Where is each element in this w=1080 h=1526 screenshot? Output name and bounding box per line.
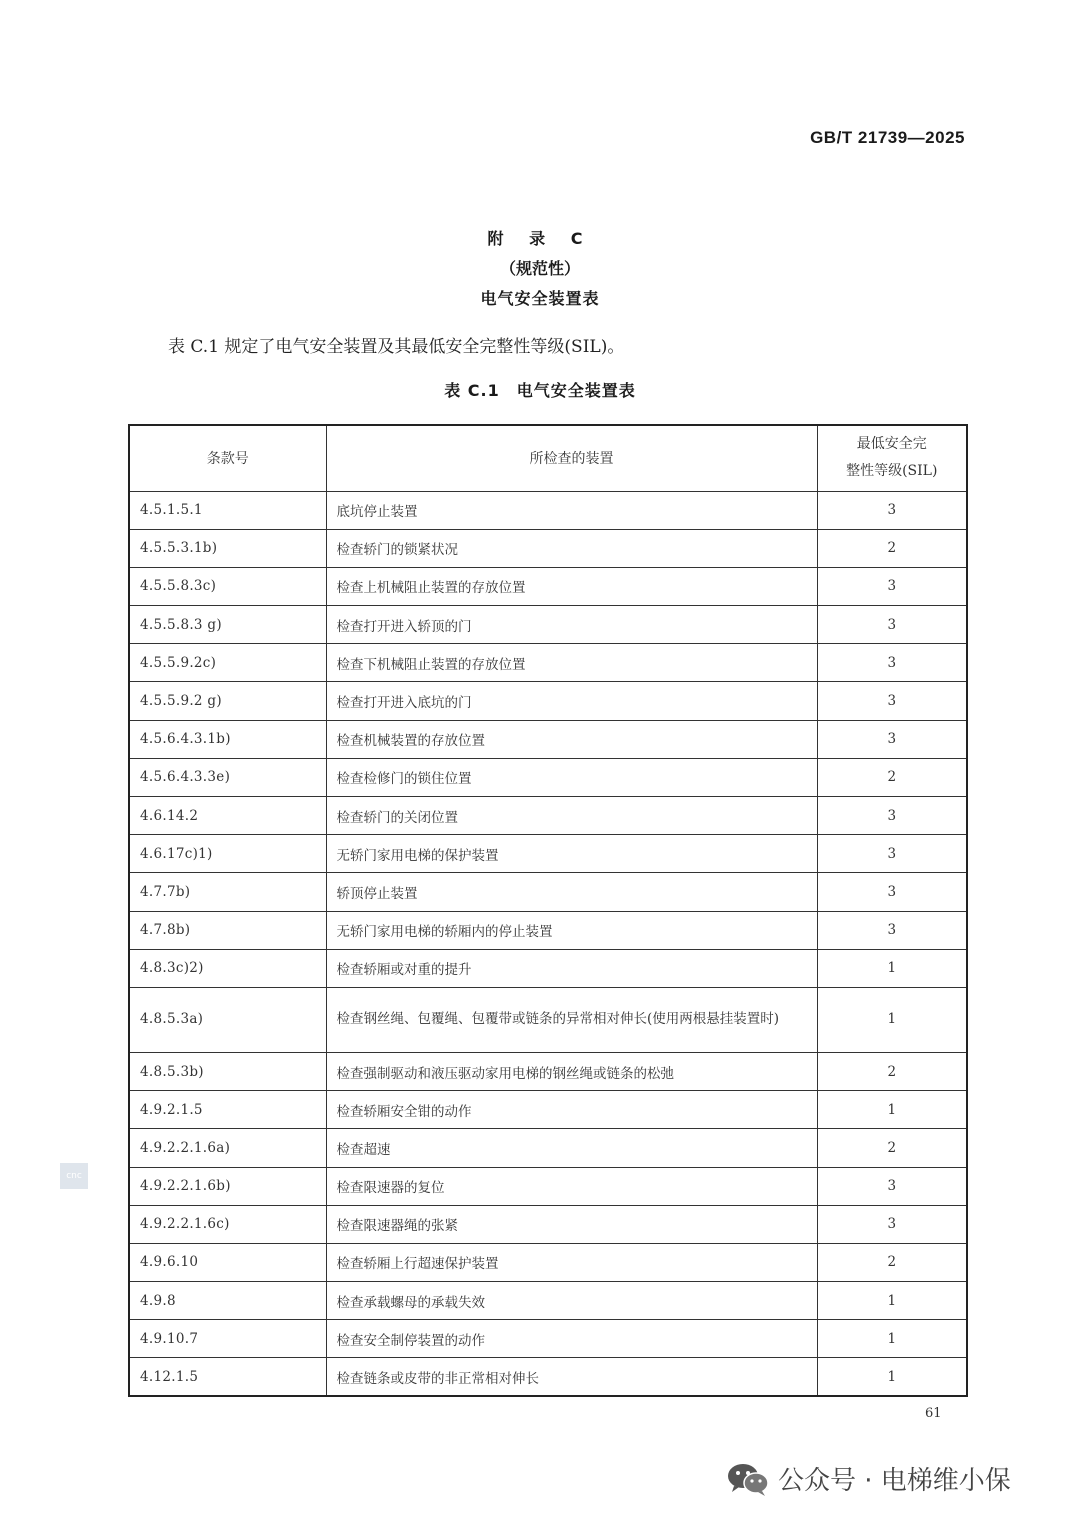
table-row bbox=[129, 1282, 967, 1320]
clause-cell: 4.9.2.2.1.6a) bbox=[129, 1129, 326, 1167]
table-row bbox=[129, 567, 967, 605]
device-cell: 底坑停止装置 bbox=[326, 491, 817, 529]
sil-cell: 3 bbox=[817, 567, 967, 605]
clause-cell: 4.8.5.3a) bbox=[129, 987, 326, 1052]
table-row bbox=[129, 1052, 967, 1090]
clause-cell: 4.9.2.2.1.6b) bbox=[129, 1167, 326, 1205]
clause-cell: 4.5.1.5.1 bbox=[129, 491, 326, 529]
sil-cell: 1 bbox=[817, 1358, 967, 1396]
device-cell: 检查强制驱动和液压驱动家用电梯的钢丝绳或链条的松弛 bbox=[326, 1052, 817, 1090]
sil-cell: 1 bbox=[817, 1320, 967, 1358]
clause-cell: 4.5.5.9.2c) bbox=[129, 644, 326, 682]
sil-cell: 2 bbox=[817, 758, 967, 796]
sil-cell: 2 bbox=[817, 529, 967, 567]
standard-code: GB/T 21739—2025 bbox=[810, 128, 965, 147]
sil-cell: 3 bbox=[817, 797, 967, 835]
sil-cell: 3 bbox=[817, 835, 967, 873]
clause-cell: 4.5.6.4.3.3e) bbox=[129, 758, 326, 796]
table-row bbox=[129, 1358, 967, 1396]
device-cell: 检查超速 bbox=[326, 1129, 817, 1167]
device-cell: 检查安全制停装置的动作 bbox=[326, 1320, 817, 1358]
table-row bbox=[129, 987, 967, 1052]
sil-cell: 3 bbox=[817, 606, 967, 644]
clause-cell: 4.6.14.2 bbox=[129, 797, 326, 835]
table-row bbox=[129, 1205, 967, 1243]
clause-cell: 4.9.6.10 bbox=[129, 1243, 326, 1281]
intro-paragraph: 表 C.1 规定了电气安全装置及其最低安全完整性等级(SIL)。 bbox=[168, 337, 625, 357]
device-cell: 检查机械装置的存放位置 bbox=[326, 720, 817, 758]
sil-cell: 3 bbox=[817, 682, 967, 720]
table-row bbox=[129, 1091, 967, 1129]
page-number: 61 bbox=[925, 1406, 942, 1421]
clause-cell: 4.8.5.3b) bbox=[129, 1052, 326, 1090]
sil-cell: 3 bbox=[817, 911, 967, 949]
header-clause: 条款号 bbox=[129, 425, 326, 491]
device-cell: 轿顶停止装置 bbox=[326, 873, 817, 911]
clause-cell: 4.5.5.3.1b) bbox=[129, 529, 326, 567]
table-row bbox=[129, 720, 967, 758]
device-cell: 检查链条或皮带的非正常相对伸长 bbox=[326, 1358, 817, 1396]
header-sil bbox=[817, 425, 967, 491]
watermark bbox=[726, 1460, 1011, 1497]
sil-cell: 3 bbox=[817, 720, 967, 758]
clause-cell: 4.5.5.9.2 g) bbox=[129, 682, 326, 720]
sil-cell: 3 bbox=[817, 644, 967, 682]
header-sil-line2: 整性等级(SIL) bbox=[846, 463, 938, 480]
device-cell: 检查打开进入轿顶的门 bbox=[326, 606, 817, 644]
table-row bbox=[129, 797, 967, 835]
sil-cell: 1 bbox=[817, 1091, 967, 1129]
table-body bbox=[129, 491, 967, 1396]
header-device: 所检查的装置 bbox=[326, 425, 817, 491]
sil-cell: 1 bbox=[817, 987, 967, 1052]
header-sil-line1: 最低安全完 bbox=[856, 436, 927, 453]
table-row bbox=[129, 529, 967, 567]
clause-cell: 4.9.2.2.1.6c) bbox=[129, 1205, 326, 1243]
sil-cell: 2 bbox=[817, 1052, 967, 1090]
table-row bbox=[129, 949, 967, 987]
table-row bbox=[129, 1129, 967, 1167]
sil-cell: 3 bbox=[817, 491, 967, 529]
table-row bbox=[129, 682, 967, 720]
sil-cell: 1 bbox=[817, 949, 967, 987]
clause-cell: 4.5.5.8.3c) bbox=[129, 567, 326, 605]
watermark-text: 公众号 · 电梯维小保 bbox=[778, 1466, 1011, 1496]
device-cell: 检查轿厢上行超速保护装置 bbox=[326, 1243, 817, 1281]
device-cell: 检查钢丝绳、包覆绳、包覆带或链条的异常相对伸长(使用两根悬挂装置时) bbox=[326, 987, 817, 1052]
device-cell: 无轿门家用电梯的保护装置 bbox=[326, 835, 817, 873]
table-caption: 表 C.1 电气安全装置表 bbox=[444, 381, 636, 400]
table-header-row bbox=[129, 425, 967, 491]
table-row bbox=[129, 1243, 967, 1281]
clause-cell: 4.9.10.7 bbox=[129, 1320, 326, 1358]
side-logo-mark: cnc bbox=[60, 1163, 88, 1189]
device-cell: 检查限速器的复位 bbox=[326, 1167, 817, 1205]
table-row bbox=[129, 606, 967, 644]
table-row bbox=[129, 1320, 967, 1358]
annex-type: （规范性） bbox=[499, 259, 580, 278]
device-cell: 检查检修门的锁住位置 bbox=[326, 758, 817, 796]
device-cell: 检查承载螺母的承载失效 bbox=[326, 1282, 817, 1320]
annex-name: 电气安全装置表 bbox=[480, 289, 600, 308]
clause-cell: 4.8.3c)2) bbox=[129, 949, 326, 987]
device-cell: 检查轿厢安全钳的动作 bbox=[326, 1091, 817, 1129]
table-row bbox=[129, 644, 967, 682]
sil-cell: 2 bbox=[817, 1243, 967, 1281]
sil-cell: 3 bbox=[817, 873, 967, 911]
clause-cell: 4.7.8b) bbox=[129, 911, 326, 949]
clause-cell: 4.12.1.5 bbox=[129, 1358, 326, 1396]
table-row bbox=[129, 491, 967, 529]
sil-cell: 1 bbox=[817, 1282, 967, 1320]
clause-cell: 4.7.7b) bbox=[129, 873, 326, 911]
annex-title: 附 录 C bbox=[487, 229, 593, 248]
table-row bbox=[129, 758, 967, 796]
device-cell: 无轿门家用电梯的轿厢内的停止装置 bbox=[326, 911, 817, 949]
table-row bbox=[129, 1167, 967, 1205]
table-row bbox=[129, 835, 967, 873]
sil-cell: 2 bbox=[817, 1129, 967, 1167]
device-cell: 检查打开进入底坑的门 bbox=[326, 682, 817, 720]
device-cell: 检查限速器绳的张紧 bbox=[326, 1205, 817, 1243]
table-row bbox=[129, 911, 967, 949]
clause-cell: 4.5.5.8.3 g) bbox=[129, 606, 326, 644]
table-row bbox=[129, 873, 967, 911]
electrical-safety-device-table bbox=[128, 424, 968, 1397]
device-cell: 检查轿门的锁紧状况 bbox=[326, 529, 817, 567]
sil-cell: 3 bbox=[817, 1167, 967, 1205]
sil-cell: 3 bbox=[817, 1205, 967, 1243]
clause-cell: 4.6.17c)1) bbox=[129, 835, 326, 873]
wechat-icon bbox=[726, 1461, 770, 1497]
device-cell: 检查下机械阻止装置的存放位置 bbox=[326, 644, 817, 682]
clause-cell: 4.9.8 bbox=[129, 1282, 326, 1320]
clause-cell: 4.9.2.1.5 bbox=[129, 1091, 326, 1129]
device-cell: 检查轿门的关闭位置 bbox=[326, 797, 817, 835]
device-cell: 检查上机械阻止装置的存放位置 bbox=[326, 567, 817, 605]
device-cell: 检查轿厢或对重的提升 bbox=[326, 949, 817, 987]
clause-cell: 4.5.6.4.3.1b) bbox=[129, 720, 326, 758]
